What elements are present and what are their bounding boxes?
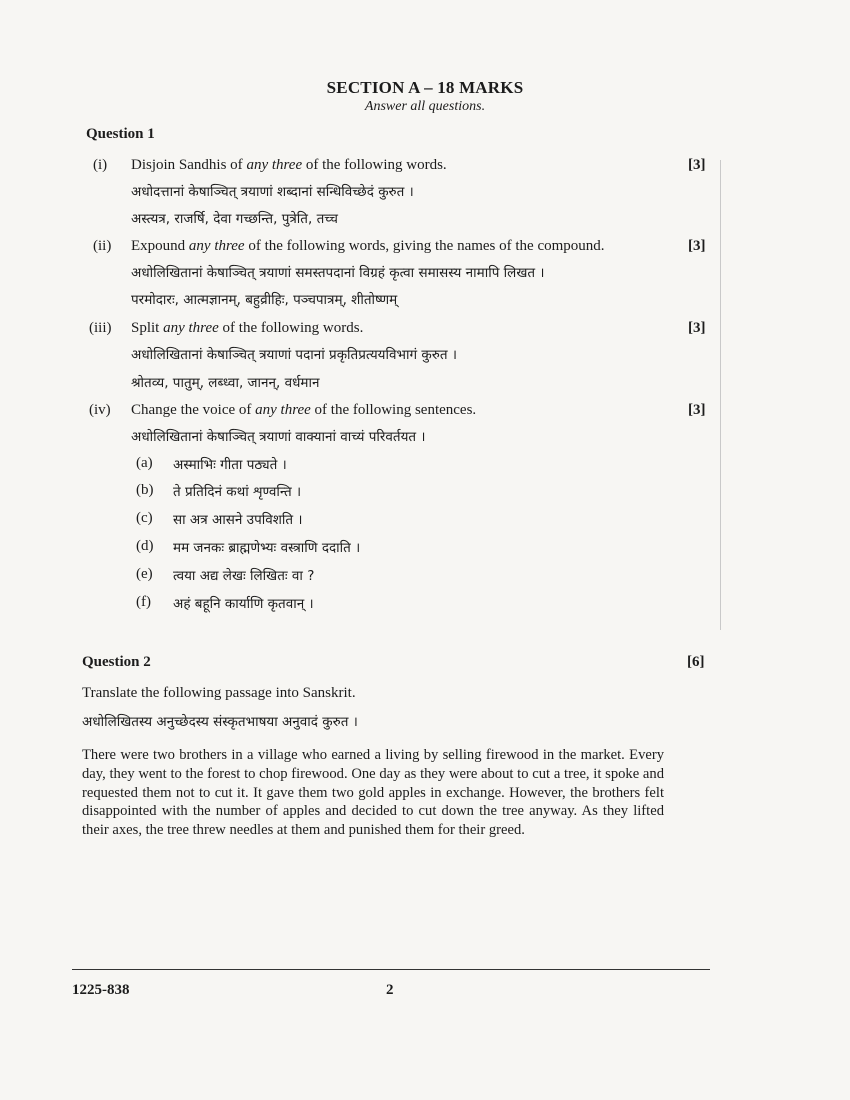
part-iv-instruction: Change the voice of any three of the following sentences. xyxy=(131,402,477,418)
part-iii-instruction: Split any three of the following words. xyxy=(131,320,364,336)
translation-passage: There were two brothers in a village who earned a living by selling firewood in the market. Every day, they went to the forest to chop firewood. One day as they were about to cut a tree, it spoke and requested them not to cut it. It gave them two gold apples in exchange. However, the brothers felt disappointed with the number of apples and decided to cut down the tree anyway. As they lifted their axes, the tree threw needles at them and punished them for their greed. xyxy=(82,747,664,839)
part-i-number: (i) xyxy=(93,157,108,173)
part-iv-number: (iv) xyxy=(89,402,111,418)
part-iii-words: श्रोतव्य, पातुम्, लब्ध्वा, जानन्, वर्धमान xyxy=(131,375,320,391)
section-subtitle: Answer all questions. xyxy=(364,99,486,114)
sentence-e-letter: (e) xyxy=(136,566,153,582)
sentence-f-letter: (f) xyxy=(136,594,151,610)
sentence-d-text: मम जनकः ब्राह्मणेभ्यः वस्त्राणि ददाति । xyxy=(173,540,361,556)
section-title: SECTION A – 18 MARKS xyxy=(326,78,524,97)
sentence-b-letter: (b) xyxy=(136,482,154,498)
part-ii-sanskrit-instruction: अधोलिखितानां केषाञ्चित् त्रयाणां समस्तपदानां विग्रहं कृत्वा समासस्य नामापि लिखत । xyxy=(131,265,545,281)
sentence-c-text: सा अत्र आसने उपविशति । xyxy=(173,512,303,528)
question-2-instruction: Translate the following passage into Sanskrit. xyxy=(82,685,356,701)
part-iv-sanskrit-instruction: अधोलिखितानां केषाञ्चित् त्रयाणां वाक्यानां वाच्यं परिवर्तयत । xyxy=(131,429,426,445)
part-iii-number: (iii) xyxy=(89,320,112,336)
question-2-heading: Question 2 xyxy=(82,654,151,670)
sentence-a-letter: (a) xyxy=(136,455,153,471)
part-i-instruction: Disjoin Sandhis of any three of the following words. xyxy=(131,157,447,173)
sentence-e-text: त्वया अद्य लेखः लिखितः वा ? xyxy=(173,568,315,584)
part-i-sanskrit-instruction: अधोदत्तानां केषाञ्चित् त्रयाणां शब्दानां सन्धिविच्छेदं कुरुत । xyxy=(131,184,414,200)
bleed-through-line xyxy=(720,160,721,630)
question-2-sanskrit-instruction: अधोलिखितस्य अनुच्छेदस्य संस्कृतभाषया अनुवादं कुरुत । xyxy=(82,714,358,730)
part-iv-marks: [3] xyxy=(688,402,706,418)
part-iii-sanskrit-instruction: अधोलिखितानां केषाञ्चित् त्रयाणां पदानां प्रकृतिप्रत्ययविभागं कुरुत । xyxy=(131,347,457,363)
sentence-f-text: अहं बहूनि कार्याणि कृतवान् । xyxy=(173,596,314,612)
question-1-heading: Question 1 xyxy=(86,126,155,142)
question-2-marks: [6] xyxy=(687,654,705,670)
sentence-b-text: ते प्रतिदिनं कथां शृण्वन्ति । xyxy=(173,484,302,500)
page-number: 2 xyxy=(386,982,394,998)
part-ii-words: परमोदारः, आत्मज्ञानम्, बहुव्रीहिः, पञ्चपात्रम्, शीतोष्णम् xyxy=(131,292,398,308)
footer-rule xyxy=(72,969,710,970)
sentence-a-text: अस्माभिः गीता पठ्यते । xyxy=(173,457,287,473)
sentence-c-letter: (c) xyxy=(136,510,153,526)
part-i-words: अस्त्यत्र, राजर्षि, देवा गच्छन्ति, पुत्रेति, तच्च xyxy=(131,211,338,227)
part-iii-marks: [3] xyxy=(688,320,706,336)
part-ii-number: (ii) xyxy=(93,238,112,254)
sentence-d-letter: (d) xyxy=(136,538,154,554)
paper-code: 1225-838 xyxy=(72,982,130,998)
part-ii-instruction: Expound any three of the following words, giving the names of the compound. xyxy=(131,238,605,254)
part-ii-marks: [3] xyxy=(688,238,706,254)
part-i-marks: [3] xyxy=(688,157,706,173)
